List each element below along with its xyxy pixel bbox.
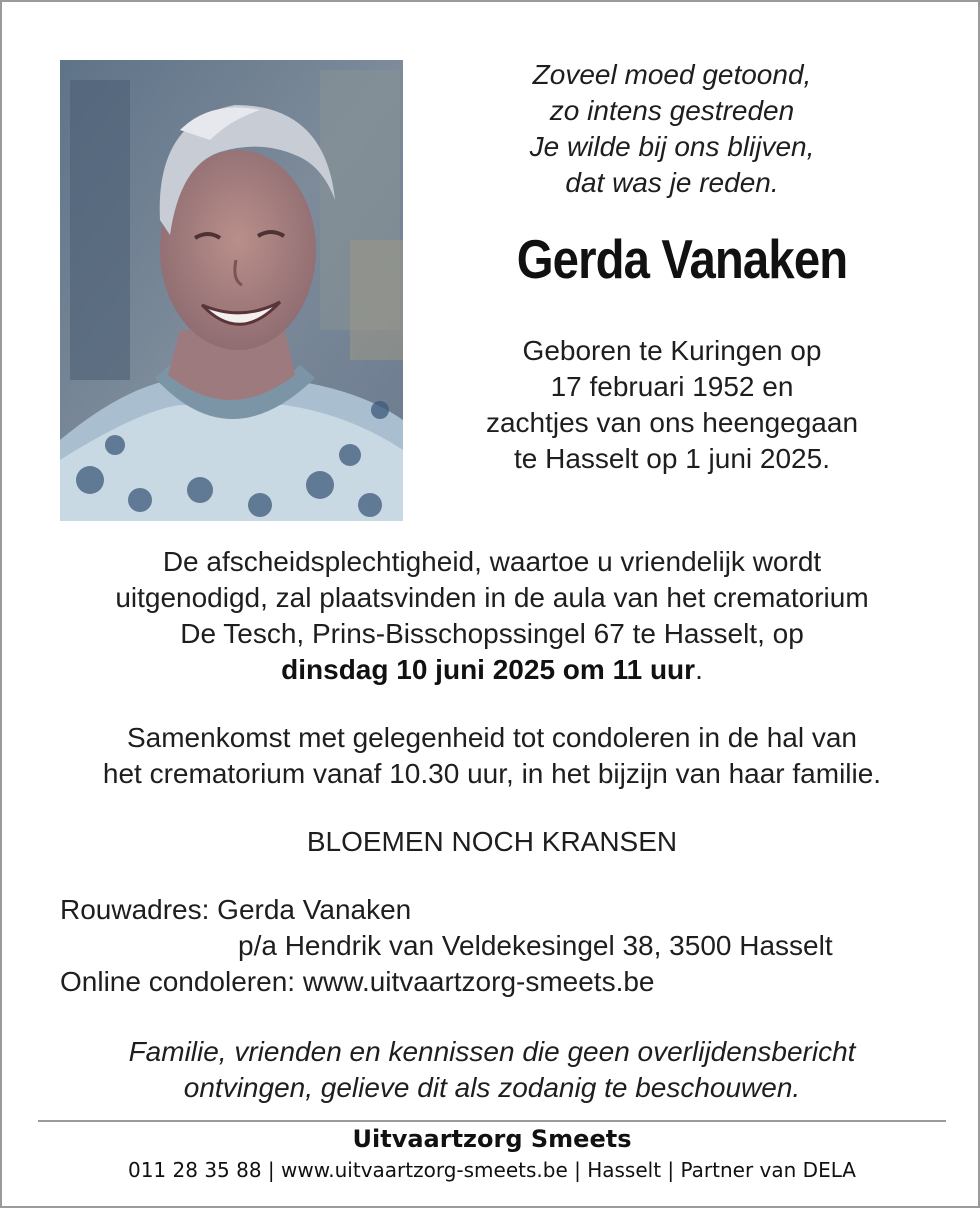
- birth-death-line: 17 februari 1952 en: [550, 371, 794, 402]
- gathering-line: het crematorium vanaf 10.30 uur, in het bijzijn van haar familie.: [102, 758, 882, 789]
- poem: [442, 57, 902, 201]
- note-line: Familie, vrienden en kennissen die geen overlijdensbericht: [128, 1036, 856, 1067]
- ceremony-text: [42, 544, 942, 688]
- ceremony-line: uitgenodigd, zal plaatsvinden in de aula van het crematorium: [115, 582, 869, 613]
- address-block: [60, 892, 833, 1000]
- gathering-text: [32, 720, 952, 792]
- portrait-photo: [60, 60, 403, 521]
- funeral-home-contact: 011 28 35 88 | www.uitvaartzorg-smeets.be | Hasselt | Partner van DELA: [127, 1158, 856, 1182]
- poem-line: dat was je reden.: [565, 167, 779, 198]
- no-flowers-notice: BLOEMEN NOCH KRANSEN: [306, 826, 678, 857]
- poem-line: Zoveel moed getoond,: [532, 59, 812, 90]
- birth-death-line: zachtjes van ons heengegaan: [485, 407, 859, 438]
- gathering-line: Samenkomst met gelegenheid tot condoleren in de hal van: [126, 722, 858, 753]
- birth-death-line: Geboren te Kuringen op: [522, 335, 822, 366]
- poem-line: zo intens gestreden: [549, 95, 795, 126]
- ceremony-line: De Tesch, Prins-Bisschopssingel 67 te Hasselt, op: [180, 618, 804, 649]
- ceremony-date: dinsdag 10 juni 2025 om 11 uur: [281, 654, 696, 685]
- birth-death-text: [442, 333, 902, 477]
- closing-note: [42, 1034, 942, 1106]
- note-line: ontvingen, gelieve dit als zodanig te beschouwen.: [183, 1072, 801, 1103]
- deceased-name: Gerda Vanaken: [516, 228, 848, 290]
- address-line: Rouwadres: Gerda Vanaken: [60, 894, 412, 925]
- funeral-home-name: Uitvaartzorg Smeets: [352, 1125, 632, 1153]
- address-line: p/a Hendrik van Veldekesingel 38, 3500 Hasselt: [238, 930, 833, 961]
- ceremony-line: De afscheidsplechtigheid, waartoe u vriendelijk wordt: [162, 546, 822, 577]
- portrait-illustration: [60, 60, 403, 521]
- condolence-line: Online condoleren: www.uitvaartzorg-smeets.be: [60, 966, 655, 997]
- ceremony-date-line: [42, 652, 942, 688]
- footer-divider: [38, 1120, 946, 1122]
- birth-death-line: te Hasselt op 1 juni 2025.: [514, 443, 830, 474]
- poem-line: Je wilde bij ons blijven,: [529, 131, 815, 162]
- ceremony-date-suffix: .: [695, 654, 703, 685]
